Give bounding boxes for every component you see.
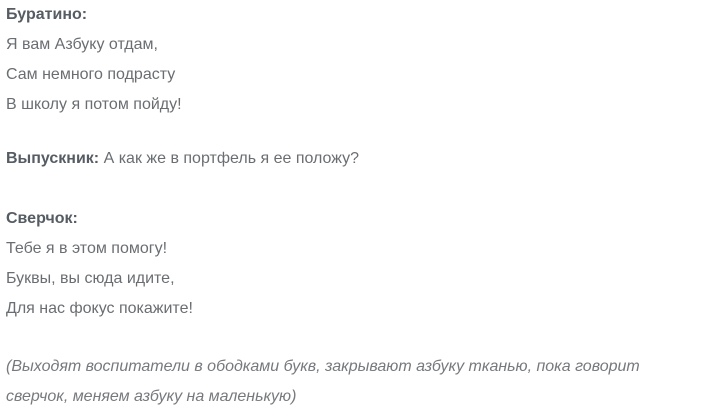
speech-line: Для нас фокус покажите! [6, 300, 193, 317]
speech-line: А как же в портфель я ее положу? [103, 150, 360, 167]
speech-line: Сам немного подрасту [6, 66, 176, 83]
speech-line: Тебе я в этом помогу! [6, 240, 168, 257]
speech-line: В школу я потом пойду! [6, 96, 182, 113]
speaker-name-vypusknik: Выпускник: [6, 150, 100, 167]
speech-block-vypusknik [6, 144, 692, 174]
speech-line: Буквы, вы сюда идите, [6, 270, 175, 287]
speech-line: Я вам Азбуку отдам, [6, 36, 158, 53]
stage-direction-line: (Выходят воспитатели в ободками букв, закрывают азбуку тканью, пока говорит [6, 358, 640, 375]
stage-direction-line: сверчок, меняем азбуку на маленькую) [6, 388, 297, 405]
speaker-name-buratino: Буратино: [6, 6, 88, 23]
stage-direction [6, 352, 692, 412]
speech-block-buratino [6, 0, 692, 120]
speaker-name-sverchok: Сверчок: [6, 210, 78, 227]
speech-block-sverchok [6, 204, 692, 324]
